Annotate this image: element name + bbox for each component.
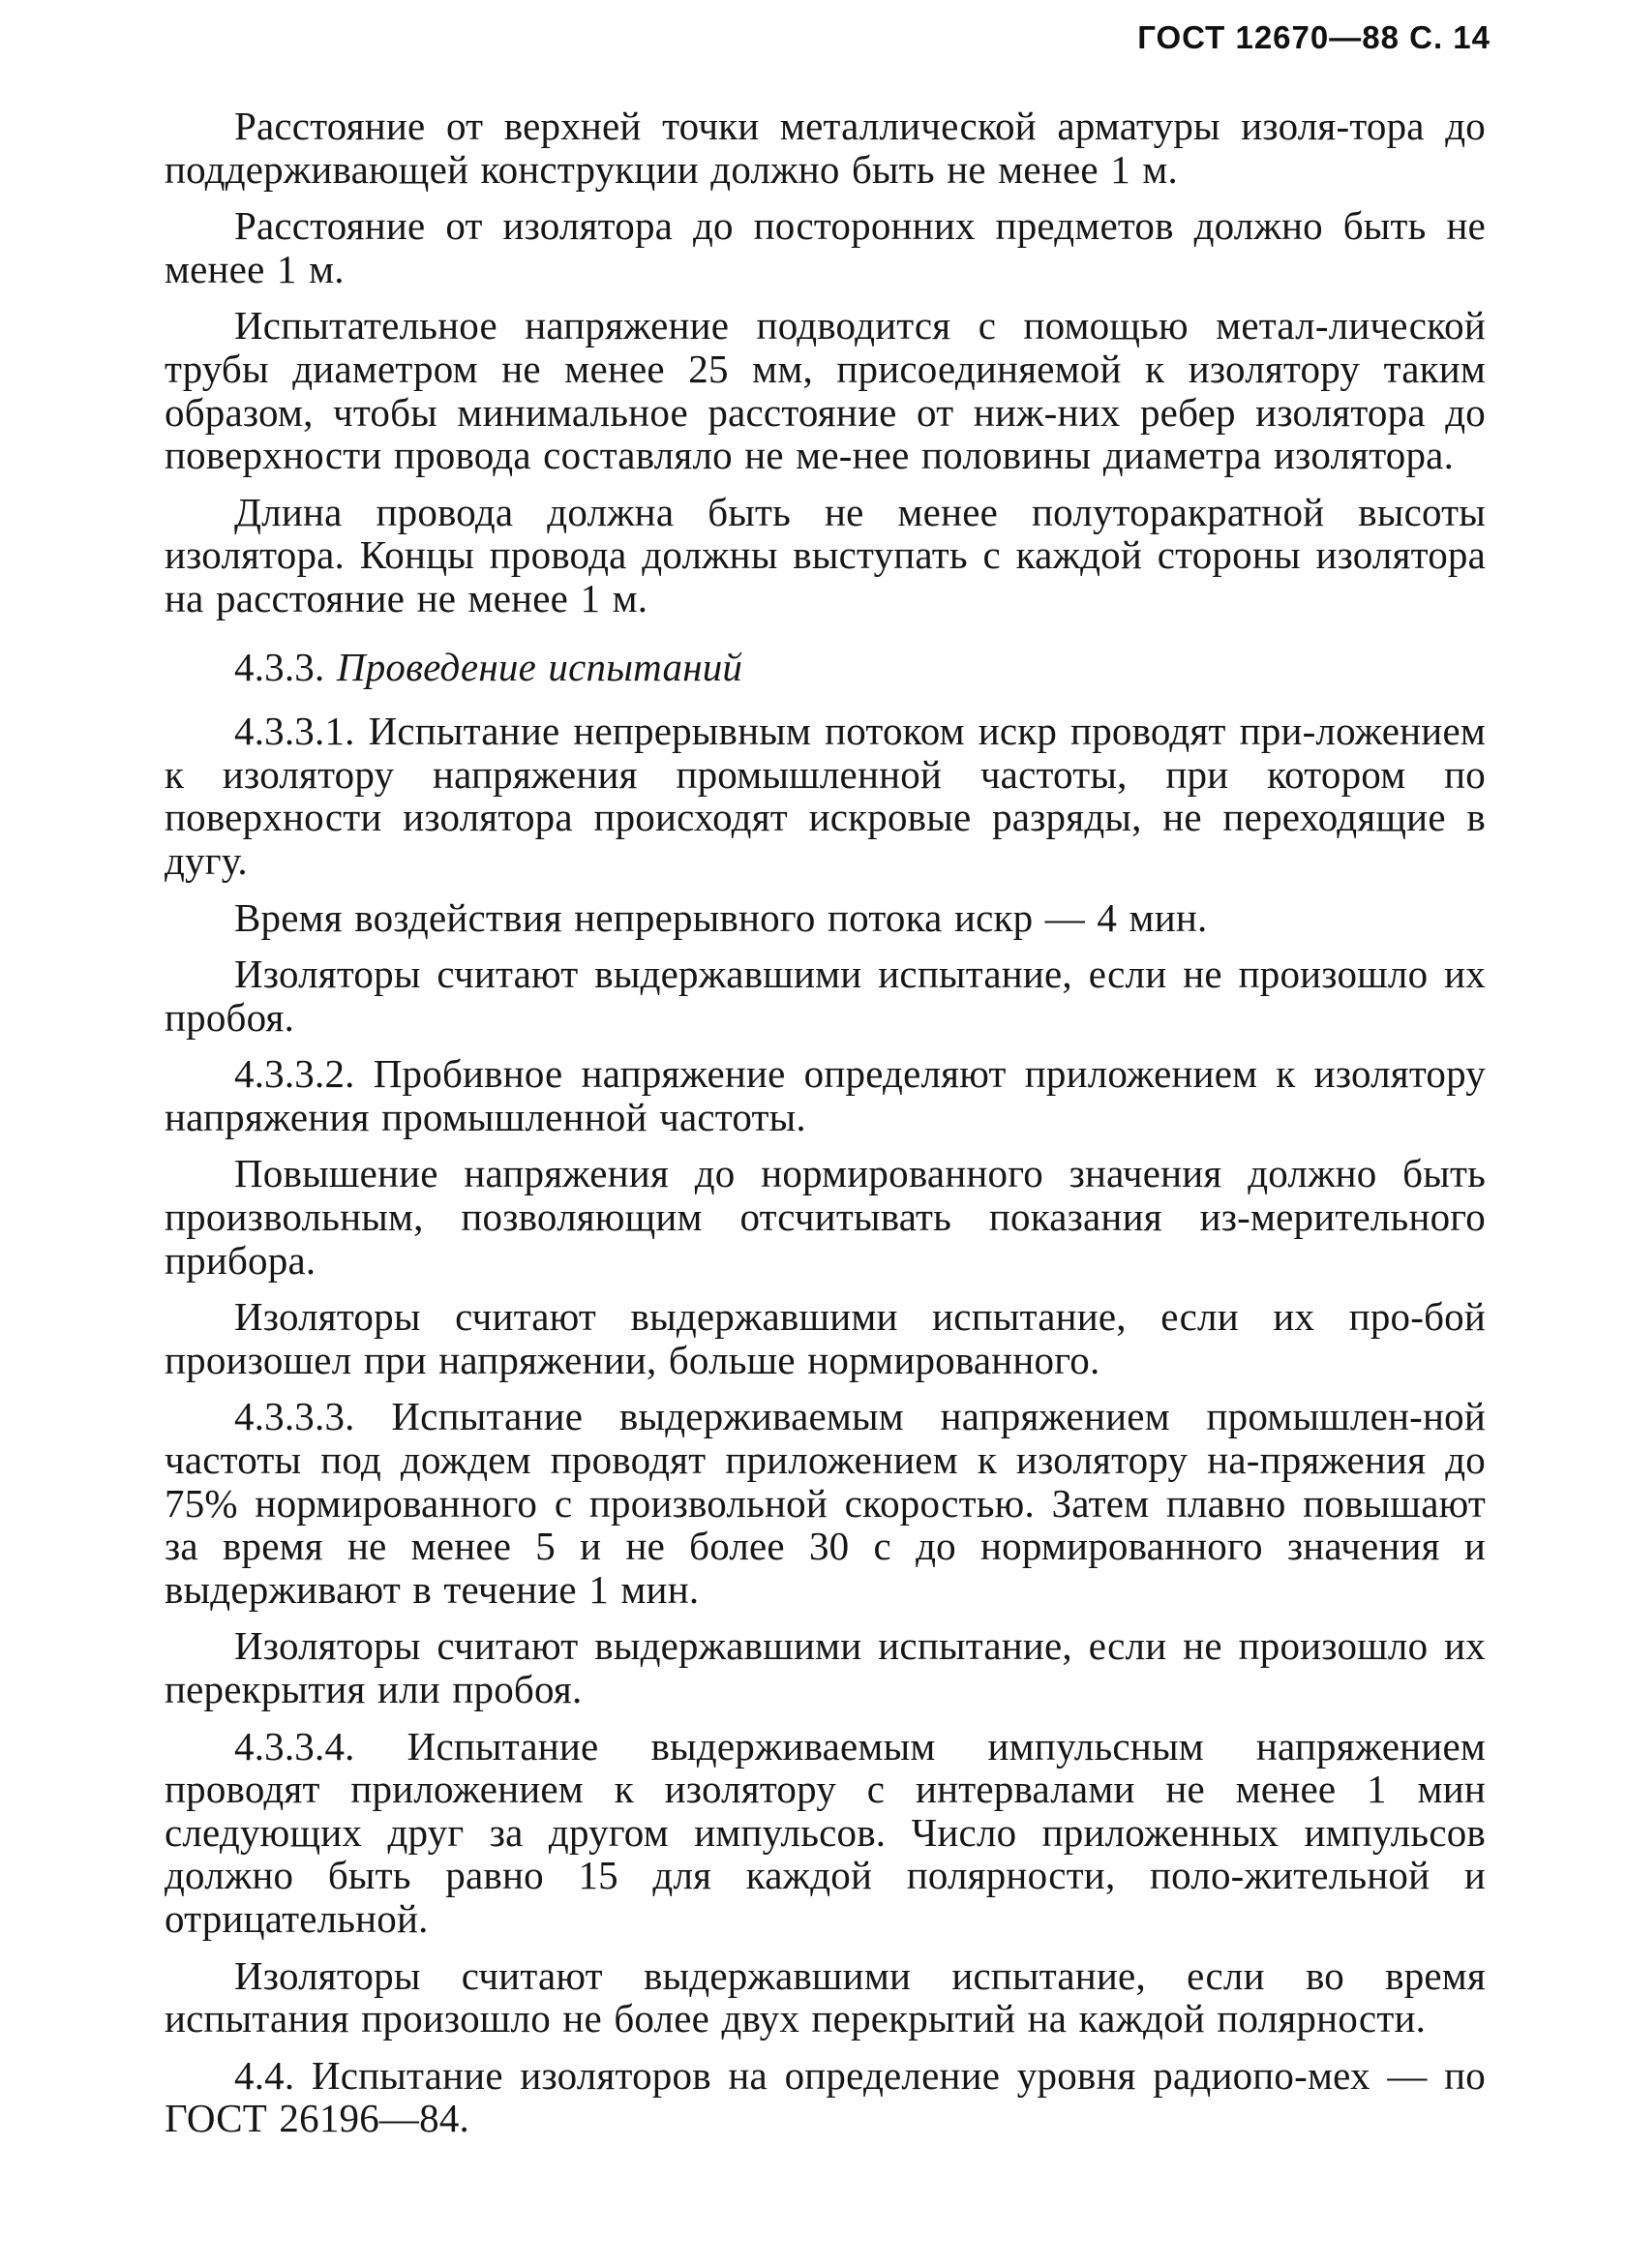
paragraph: Расстояние от верхней точки металлической арматуры изоля-тора до поддерживающей конструкции должно быть не менее 1 м. (165, 104, 1486, 192)
body-text (165, 105, 1486, 2140)
section-title: Проведение испытаний (336, 644, 743, 689)
paragraph: Изоляторы считают выдержавшими испытание, если не произошло их пробоя. (165, 952, 1486, 1040)
paragraph: Повышение напряжения до нормированного значения должно быть произвольным, позволяющим отсчитывать показания из-мерительного прибора. (165, 1151, 1486, 1283)
section-number: 4.3.3. (234, 644, 325, 689)
paragraph: Изоляторы считают выдержавшими испытание, если во время испытания произошло не более двух перекрытий на каждой полярности. (165, 1952, 1486, 2041)
paragraph: Испытательное напряжение подводится с помощью метал-лической трубы диаметром не менее 25 мм, присоединяемой к изолятору таким образом, чтобы минимальное расстояние от ниж-них ребер изолятора до поверхности провода составляло не ме-нее половины диаметра изолятора. (165, 303, 1486, 478)
running-head: ГОСТ 12670—88 С. 14 (1137, 19, 1490, 55)
paragraph: Расстояние от изолятора до посторонних предметов должно быть не менее 1 м. (165, 203, 1486, 291)
paragraph: Изоляторы считают выдержавшими испытание, если их про-бой произошел при напряжении, больше нормированного. (165, 1294, 1486, 1382)
paragraph: Изоляторы считают выдержавшими испытание, если не произошло их перекрытия или пробоя. (165, 1623, 1486, 1711)
paragraph: 4.3.3.1. Испытание непрерывным потоком искр проводят при-ложением к изолятору напряжения промышленной частоты, при котором по поверхности изолятора происходят искровые разряды, не переходящие в дугу. (165, 709, 1486, 883)
paragraph: 4.4. Испытание изоляторов на определение уровня радиопо-мех — по ГОСТ 26196—84. (165, 2052, 1486, 2141)
paragraph: Длина провода должна быть не менее полуторакратной высоты изолятора. Концы провода должны выступать с каждой стороны изолятора на расстояние не менее 1 м. (165, 489, 1486, 620)
paragraph: 4.3.3.3. Испытание выдерживаемым напряжением промышлен-ной частоты под дождем проводят приложением к изолятору на-пряжения до 75% нормированного с произвольной скоростью. Затем плавно повышают за время не менее 5 и не более 30 с до нормированного значения и выдерживают в течение 1 мин. (165, 1394, 1486, 1612)
paragraph: 4.3.3.2. Пробивное напряжение определяют приложением к изолятору напряжения промышленной частоты. (165, 1051, 1486, 1139)
section-heading (165, 646, 1486, 689)
paragraph: 4.3.3.4. Испытание выдерживаемым импульсным напряжением проводят приложением к изолятору с интервалами не менее 1 мин следующих друг за другом импульсов. Число приложенных импульсов должно быть равно 15 для каждой полярности, поло-жительной и отрицательной. (165, 1723, 1486, 1941)
paragraph: Время воздействия непрерывного потока искр — 4 мин. (234, 894, 1208, 940)
